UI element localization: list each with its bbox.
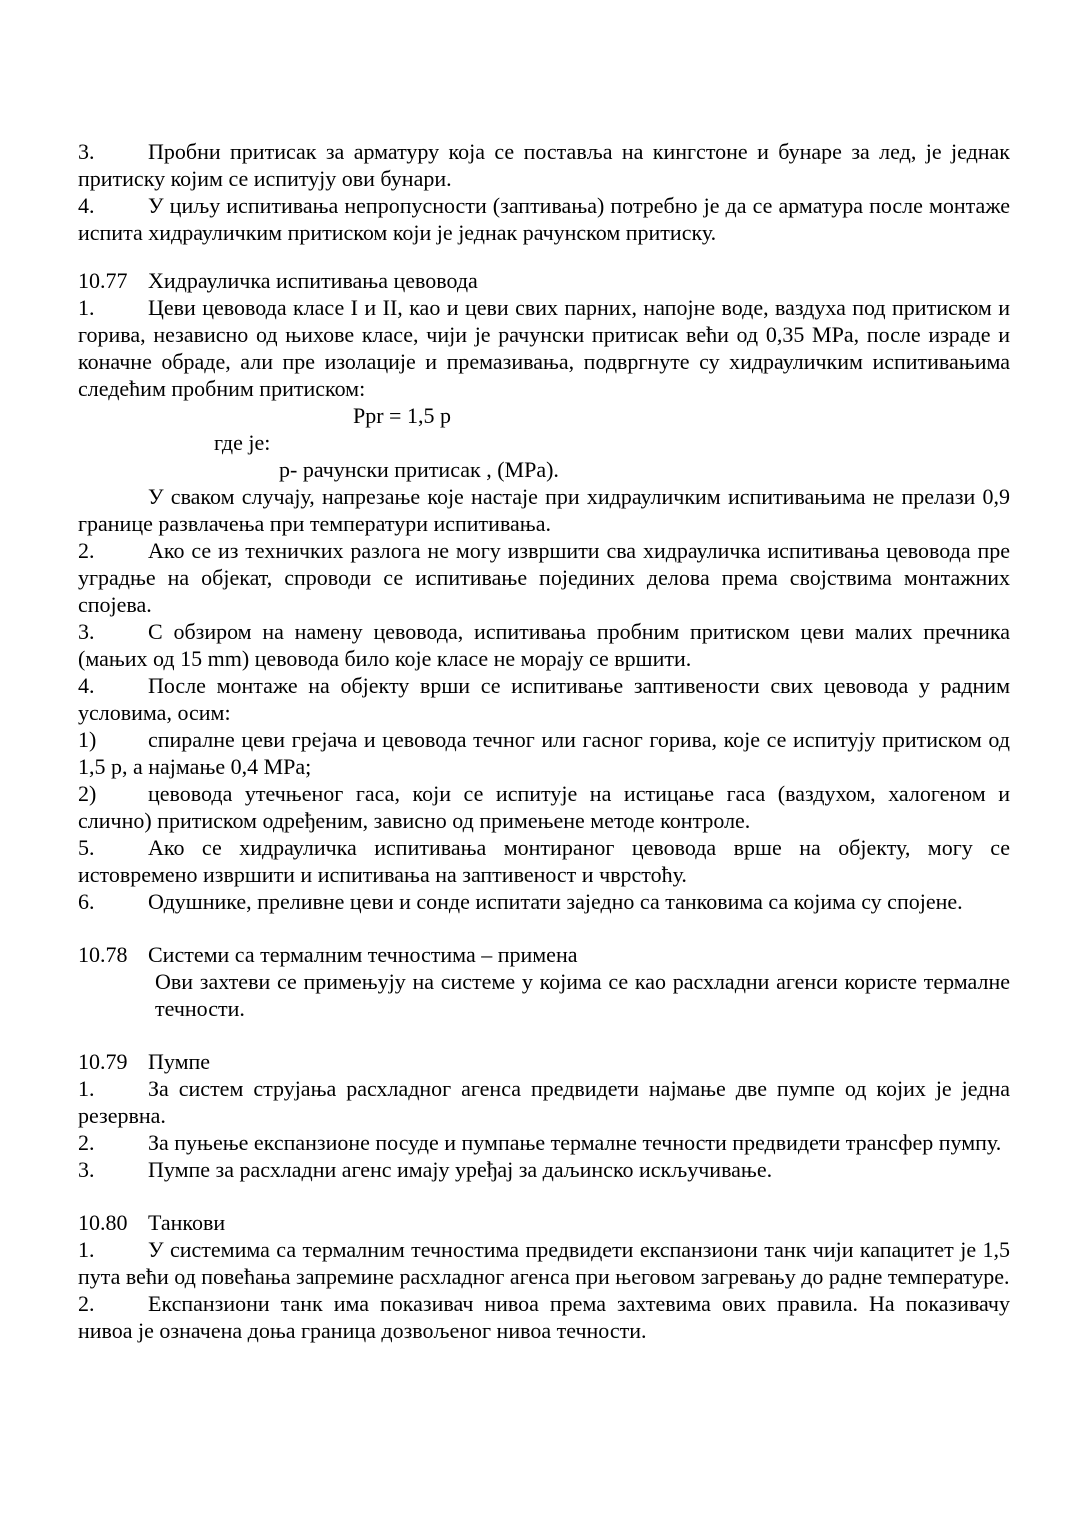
section-title: Пумпе [148, 1049, 211, 1074]
item-text: Цеви цевовода класе I и II, као и цеви свих парних, напојне воде, ваздуха под притиском и горива, независно од њихове класе, чији је рачунски притисак већи од 0,35 MPa, после израде и коначне обраде, али пре изолације и премазивања, подвргнуте су хидрауличким испитивањима следећим пробним притиском: [78, 295, 1010, 401]
subitem-text: цевовода утечњеног гаса, који се испитује на истицање гаса (ваздухом, халогеном и слично) притиском одређеним, зависно од примењене методе контроле. [78, 781, 1010, 833]
paragraph-1079-1 [78, 1075, 1010, 1129]
section-title: Хидрауличка испитивања цевовода [148, 268, 478, 293]
body-text: Ови захтеви се примењују на системе у којима се као расхладни агенси користе термалне течности. [155, 969, 1010, 1021]
note-text: У сваком случају, напрезање које настаје при хидрауличким испитивањима не прелази 0,9 границе развлачења при температури испитивања. [78, 484, 1010, 536]
item-text: Одушнике, преливне цеви и сонде испитати заједно са танковима са којима су спојене. [148, 889, 963, 914]
paragraph-1077-6 [78, 888, 1010, 915]
paragraph-1077-2 [78, 537, 1010, 618]
section-number: 10.77 [78, 268, 128, 293]
item-number: 6. [78, 889, 95, 914]
paragraph-1077-1 [78, 294, 1010, 402]
paragraph-item-4 [78, 192, 1010, 246]
formula-line [78, 402, 1010, 429]
section-heading-10-80 [78, 1209, 1010, 1236]
paragraph-1077-5 [78, 834, 1010, 888]
paragraph-1077-3 [78, 618, 1010, 672]
item-text: У системима са термалним течностима предвидети експанзиони танк чији капацитет је 1,5 пута већи од повећања запремине расхладног агенса при његовом загревању до радне температуре. [78, 1237, 1010, 1289]
where-definition-line [78, 456, 1010, 483]
section-heading-10-78 [78, 941, 1010, 968]
paragraph-1077-sub-1 [78, 726, 1010, 780]
item-number: 3. [78, 139, 95, 164]
item-text: Пумпе за расхладни агенс имају уређај за даљинско искључивање. [148, 1157, 773, 1182]
section-number: 10.79 [78, 1049, 128, 1074]
document-text-block [78, 138, 1010, 1344]
formula-text: Ppr = 1,5 p [353, 403, 451, 428]
item-number: 1. [78, 295, 95, 320]
section-number: 10.80 [78, 1210, 128, 1235]
item-text: После монтаже на објекту врши се испитивање заптивености свих цевовода у радним условима, осим: [78, 673, 1010, 725]
item-number: 1. [78, 1237, 95, 1262]
section-heading-10-79 [78, 1048, 1010, 1075]
paragraph-1078-body [155, 968, 1010, 1022]
item-text: У циљу испитивања непропусности (заптивања) потребно је да се арматура после монтаже испита хидрауличким притиском који је једнак рачунском притиску. [78, 193, 1010, 245]
paragraph-1077-4 [78, 672, 1010, 726]
item-number: 4. [78, 193, 95, 218]
section-title: Танкови [148, 1210, 226, 1235]
where-definition: p- рачунски притисак , (MPa). [279, 457, 559, 482]
subitem-number: 1) [78, 727, 97, 752]
item-text: С обзиром на намену цевовода, испитивања пробним притиском цеви малих пречника (мањих од 15 mm) цевовода било које класе не морају се вршити. [78, 619, 1010, 671]
item-text: За пуњење експанзионе посуде и пумпање термалне течности предвидети трансфер пумпу. [148, 1130, 1002, 1155]
item-number: 2. [78, 1130, 95, 1155]
item-number: 3. [78, 1157, 95, 1182]
paragraph-1077-note [78, 483, 1010, 537]
item-number: 1. [78, 1076, 95, 1101]
paragraph-1080-2 [78, 1290, 1010, 1344]
section-heading-10-77 [78, 267, 1010, 294]
item-text: Експанзиони танк има показивач нивоа према захтевима ових правила. На показивачу нивоа је означена доња граница дозвољеног нивоа течности. [78, 1291, 1010, 1343]
paragraph-1079-3 [78, 1156, 1010, 1183]
subitem-text: спиралне цеви грејача и цевовода течног или гасног горива, које се испитују притиском од 1,5 p, а најмање 0,4 MPa; [78, 727, 1010, 779]
section-title: Системи са термалним течностима – примена [148, 942, 578, 967]
item-number: 2. [78, 1291, 95, 1316]
item-text: Ако се из техничких разлога не могу извршити сва хидрауличка испитивања цевовода пре уградње на објекат, спроводи се испитивање појединих делова према својствима монтажних спојева. [78, 538, 1010, 617]
item-number: 5. [78, 835, 95, 860]
item-text: За систем струјања расхладног агенса предвидети најмање две пумпе од којих је једна резервна. [78, 1076, 1010, 1128]
paragraph-1079-2 [78, 1129, 1010, 1156]
where-label-line [78, 429, 1010, 456]
where-label: где је: [214, 430, 271, 455]
item-text: Пробни притисак за арматуру која се поставља на кингстоне и бунаре за лед, је једнак притиску којим се испитују ови бунари. [78, 139, 1010, 191]
paragraph-item-3 [78, 138, 1010, 192]
section-number: 10.78 [78, 942, 128, 967]
item-number: 3. [78, 619, 95, 644]
paragraph-1077-sub-2 [78, 780, 1010, 834]
item-number: 2. [78, 538, 95, 563]
item-number: 4. [78, 673, 95, 698]
subitem-number: 2) [78, 781, 97, 806]
paragraph-1080-1 [78, 1236, 1010, 1290]
item-text: Ако се хидрауличка испитивања монтираног цевовода врше на објекту, могу се истовремено извршити и испитивања на заптивеност и чврстоћу. [78, 835, 1010, 887]
